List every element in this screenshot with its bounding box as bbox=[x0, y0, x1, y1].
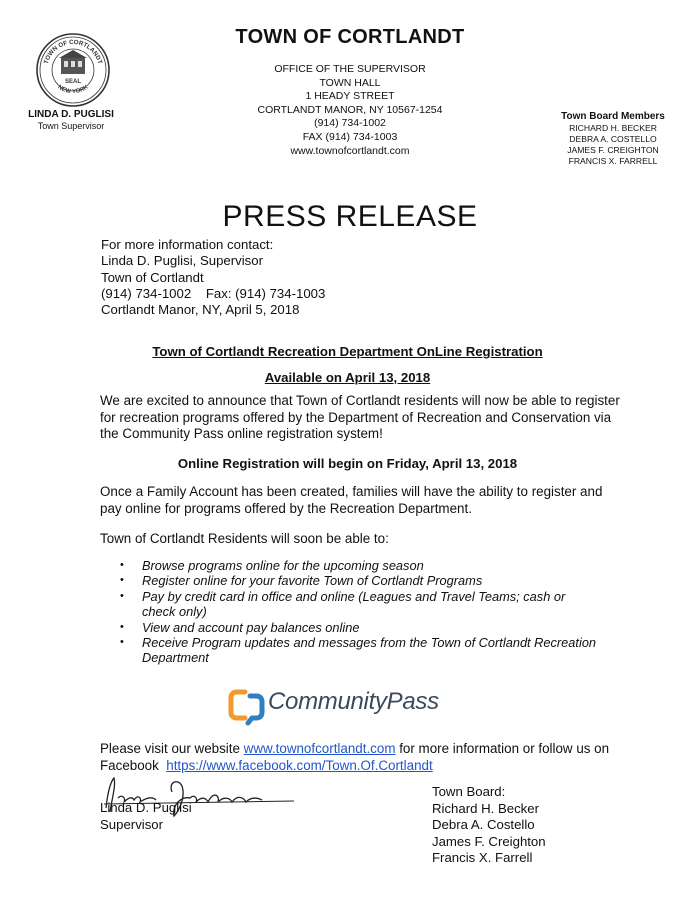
board-members-list bbox=[548, 123, 678, 167]
bullet-icon: • bbox=[120, 589, 124, 602]
bullet-icon: • bbox=[120, 620, 124, 633]
svg-text:NEW YORK bbox=[57, 84, 90, 95]
town-board-block bbox=[432, 784, 546, 867]
town-board-member: Debra A. Costello bbox=[432, 817, 535, 832]
seal-bottom-text: NEW YORK bbox=[56, 84, 90, 96]
community-pass-logo-text: CommunityPass bbox=[268, 688, 439, 715]
list-item: • View and account pay balances online bbox=[120, 619, 360, 635]
family-account-paragraph: Once a Family Account has been created, families will have the ability to register and pay online for programs offered by the Recreation Department. bbox=[100, 484, 603, 516]
office-line: TOWN HALL bbox=[319, 76, 381, 89]
list-item: • Browse programs online for the upcoming season bbox=[120, 558, 424, 573]
registration-date-heading: Online Registration will begin on Friday, April 13, 2018 bbox=[177, 456, 518, 471]
office-line: CORTLANDT MANOR, NY 10567-1254 bbox=[257, 103, 443, 116]
bullet-icon: • bbox=[120, 574, 124, 587]
town-board-member: Richard H. Becker bbox=[432, 800, 540, 816]
town-title: TOWN OF CORTLANDT bbox=[235, 26, 465, 48]
office-website: www.townofcortlandt.com bbox=[290, 144, 410, 157]
seal-top-text: TOWN OF CORTLANDT bbox=[42, 38, 104, 65]
press-release-title: PRESS RELEASE bbox=[222, 200, 478, 233]
supervisor-title: Town Supervisor bbox=[37, 121, 105, 131]
town-board-heading: Town Board: bbox=[432, 784, 506, 799]
seal-center-text: SEAL bbox=[64, 79, 82, 85]
visit-paragraph: Please visit our website www.townofcortlandt.com for more information or follow us on Facebook https://www.facebook.com/Town.Of.Cortlandt bbox=[100, 741, 613, 773]
office-address bbox=[210, 63, 490, 158]
intro-paragraph: We are excited to announce that Town of Cortlandt residents will now be able to register for recreation programs offered by the Department of Recreation and Conservation via the Community Pass online registration system! bbox=[100, 393, 620, 441]
signature-block bbox=[100, 800, 192, 833]
contact-line: Cortlandt Manor, NY, April 5, 2018 bbox=[101, 302, 300, 318]
website-link[interactable]: www.townofcortlandt.com bbox=[243, 741, 396, 756]
list-item: • Register online for your favorite Town of Cortlandt Programs bbox=[120, 573, 483, 589]
town-board-member: James F. Creighton bbox=[432, 833, 546, 849]
contact-line: For more information contact: bbox=[101, 237, 274, 252]
board-heading: Town Board Members bbox=[561, 111, 665, 122]
contact-line: Linda D. Puglisi, Supervisor bbox=[101, 253, 263, 269]
board-member: JAMES F. CREIGHTON bbox=[567, 145, 659, 155]
contact-line: Town of Cortlandt bbox=[101, 269, 204, 285]
release-heading: Town of Cortlandt Recreation Department OnLine Registration bbox=[152, 344, 543, 359]
supervisor-name: LINDA D. PUGLISI bbox=[28, 109, 114, 120]
office-line: 1 HEADY STREET bbox=[305, 90, 395, 103]
board-member: RICHARD H. BECKER bbox=[569, 123, 657, 133]
list-item: • Pay by credit card in office and online (Leagues and Travel Teams; cash or check only) bbox=[120, 588, 566, 620]
contact-block bbox=[101, 237, 325, 318]
list-item: • Receive Program updates and messages from the Town of Cortlandt Recreation Department bbox=[120, 635, 597, 666]
signature-title: Supervisor bbox=[100, 816, 164, 832]
signature-name: Linda D. Puglisi bbox=[100, 800, 192, 815]
bullet-icon: • bbox=[120, 636, 124, 649]
community-pass-logo-icon bbox=[228, 688, 268, 726]
facebook-link[interactable]: https://www.facebook.com/Town.Of.Cortlandt bbox=[166, 757, 433, 773]
office-fax: FAX (914) 734-1003 bbox=[302, 130, 398, 143]
town-board-member: Francis X. Farrell bbox=[432, 850, 533, 865]
board-member: FRANCIS X. FARRELL bbox=[568, 156, 658, 166]
release-subheading: Available on April 13, 2018 bbox=[264, 370, 431, 385]
contact-line: (914) 734-1002 Fax: (914) 734-1003 bbox=[101, 285, 326, 301]
office-line: OFFICE OF THE SUPERVISOR bbox=[274, 63, 426, 75]
bullet-icon: • bbox=[120, 559, 124, 571]
residents-intro: Town of Cortlandt Residents will soon be able to: bbox=[100, 531, 389, 546]
office-phone: (914) 734-1002 bbox=[314, 117, 386, 130]
features-list bbox=[120, 558, 600, 666]
board-member: DEBRA A. COSTELLO bbox=[569, 134, 657, 144]
town-seal bbox=[35, 32, 111, 108]
